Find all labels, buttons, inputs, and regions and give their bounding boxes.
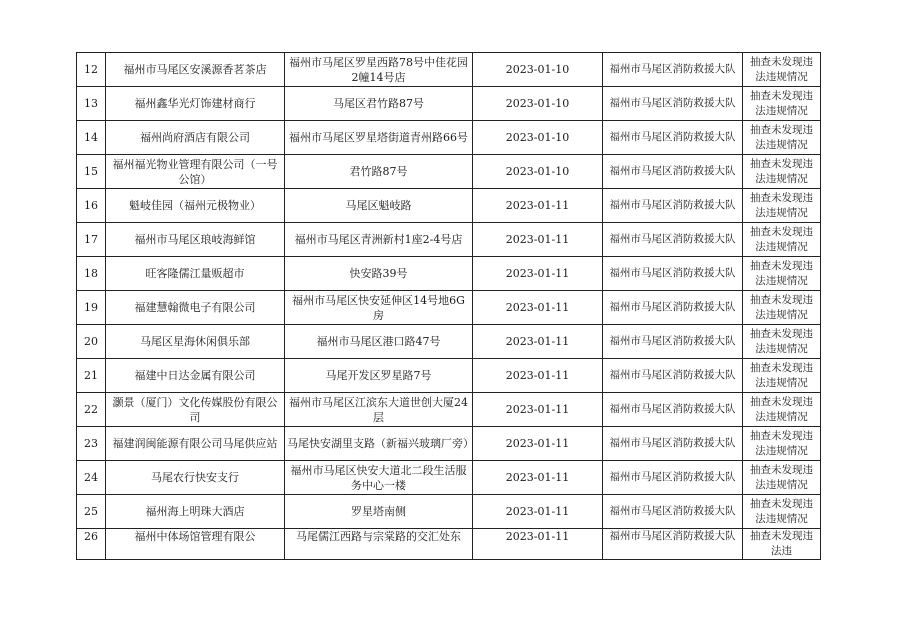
inspection-organization: 福州市马尾区消防救援大队 — [603, 427, 743, 461]
inspection-organization: 福州市马尾区消防救援大队 — [603, 257, 743, 291]
unit-address: 福州市马尾区青洲新村1座2-4号店 — [285, 223, 473, 257]
unit-name: 福建慧翰微电子有限公司 — [106, 291, 285, 325]
inspection-organization: 福州市马尾区消防救援大队 — [603, 121, 743, 155]
row-number: 19 — [77, 291, 106, 325]
inspection-date: 2023-01-11 — [473, 529, 603, 560]
inspection-date: 2023-01-11 — [473, 291, 603, 325]
inspection-result: 抽查未发现违法违规情况 — [743, 223, 821, 257]
unit-name: 福州尚府酒店有限公司 — [106, 121, 285, 155]
table-row — [77, 291, 821, 325]
inspection-date: 2023-01-11 — [473, 189, 603, 223]
inspection-result: 抽查未发现违法违规情况 — [743, 427, 821, 461]
unit-name: 马尾农行快安支行 — [106, 461, 285, 495]
inspection-organization: 福州市马尾区消防救援大队 — [603, 359, 743, 393]
inspection-date: 2023-01-10 — [473, 155, 603, 189]
unit-name: 马尾区星海休闲俱乐部 — [106, 325, 285, 359]
row-number: 17 — [77, 223, 106, 257]
table-row — [77, 427, 821, 461]
inspection-date: 2023-01-10 — [473, 121, 603, 155]
table-row — [77, 155, 821, 189]
inspection-result: 抽查未发现违法违规情况 — [743, 87, 821, 121]
inspection-date: 2023-01-11 — [473, 393, 603, 427]
inspection-organization: 福州市马尾区消防救援大队 — [603, 529, 743, 560]
inspection-date: 2023-01-11 — [473, 359, 603, 393]
unit-address: 福州市马尾区江滨东大道世创大厦24层 — [285, 393, 473, 427]
unit-address: 快安路39号 — [285, 257, 473, 291]
table-row — [77, 53, 821, 87]
table-row — [77, 495, 821, 529]
row-number: 18 — [77, 257, 106, 291]
unit-address: 君竹路87号 — [285, 155, 473, 189]
unit-name: 福建润闽能源有限公司马尾供应站 — [106, 427, 285, 461]
unit-name: 福州鑫华光灯饰建材商行 — [106, 87, 285, 121]
row-number: 23 — [77, 427, 106, 461]
inspection-organization: 福州市马尾区消防救援大队 — [603, 461, 743, 495]
inspection-result: 抽查未发现违法违规情况 — [743, 359, 821, 393]
unit-address: 福州市马尾区快安大道北二段生活服务中心一楼 — [285, 461, 473, 495]
table-row — [77, 121, 821, 155]
unit-address: 罗星塔南侧 — [285, 495, 473, 529]
unit-name: 灏景（厦门）文化传媒股份有限公司 — [106, 393, 285, 427]
row-number: 20 — [77, 325, 106, 359]
inspection-organization: 福州市马尾区消防救援大队 — [603, 393, 743, 427]
unit-address: 马尾快安湖里支路（新福兴玻璃厂旁） — [285, 427, 473, 461]
inspection-organization: 福州市马尾区消防救援大队 — [603, 495, 743, 529]
inspection-result: 抽查未发现违法违规情况 — [743, 325, 821, 359]
inspection-result: 抽查未发现违法违规情况 — [743, 53, 821, 87]
unit-address: 马尾开发区罗星路7号 — [285, 359, 473, 393]
table-row — [77, 529, 821, 560]
inspection-date: 2023-01-11 — [473, 325, 603, 359]
inspection-organization: 福州市马尾区消防救援大队 — [603, 155, 743, 189]
unit-name: 福州市马尾区琅岐海鲜馆 — [106, 223, 285, 257]
inspection-date: 2023-01-11 — [473, 257, 603, 291]
table-row — [77, 393, 821, 427]
table-row — [77, 257, 821, 291]
table-row — [77, 189, 821, 223]
table-row — [77, 359, 821, 393]
row-number: 16 — [77, 189, 106, 223]
unit-address: 福州市马尾区罗星塔街道青州路66号 — [285, 121, 473, 155]
unit-name: 旺客隆儒江量贩超市 — [106, 257, 285, 291]
unit-address: 福州市马尾区港口路47号 — [285, 325, 473, 359]
row-number: 21 — [77, 359, 106, 393]
unit-address: 福州市马尾区快安延伸区14号地6G房 — [285, 291, 473, 325]
row-number: 22 — [77, 393, 106, 427]
inspection-result: 抽查未发现违法违规情况 — [743, 189, 821, 223]
row-number: 14 — [77, 121, 106, 155]
unit-address: 马尾儒江西路与宗棠路的交汇处东 — [285, 529, 473, 560]
unit-name: 福州福光物业管理有限公司（一号公馆） — [106, 155, 285, 189]
inspection-organization: 福州市马尾区消防救援大队 — [603, 223, 743, 257]
inspection-organization: 福州市马尾区消防救援大队 — [603, 325, 743, 359]
row-number: 15 — [77, 155, 106, 189]
inspection-date: 2023-01-11 — [473, 427, 603, 461]
row-number: 25 — [77, 495, 106, 529]
row-number: 24 — [77, 461, 106, 495]
inspection-result: 抽查未发现违法违规情况 — [743, 257, 821, 291]
inspection-result: 抽查未发现违法违规情况 — [743, 121, 821, 155]
inspection-result: 抽查未发现违法违规情况 — [743, 393, 821, 427]
inspection-organization: 福州市马尾区消防救援大队 — [603, 53, 743, 87]
inspection-organization: 福州市马尾区消防救援大队 — [603, 291, 743, 325]
unit-name: 福州市马尾区安溪源香茗茶店 — [106, 53, 285, 87]
inspection-date: 2023-01-11 — [473, 495, 603, 529]
inspection-result: 抽查未发现违法违规情况 — [743, 461, 821, 495]
inspection-result: 抽查未发现违法违规情况 — [743, 291, 821, 325]
document-page — [76, 52, 820, 557]
unit-address: 福州市马尾区罗星西路78号中佳花园2幢14号店 — [285, 53, 473, 87]
table-row — [77, 461, 821, 495]
table-row — [77, 87, 821, 121]
inspection-result: 抽查未发现违法违 — [743, 529, 821, 560]
unit-name: 魁岐佳园（福州元极物业） — [106, 189, 285, 223]
unit-name: 福建中日达金属有限公司 — [106, 359, 285, 393]
inspection-date: 2023-01-11 — [473, 461, 603, 495]
unit-name: 福州海上明珠大酒店 — [106, 495, 285, 529]
inspection-result: 抽查未发现违法违规情况 — [743, 155, 821, 189]
row-number: 12 — [77, 53, 106, 87]
inspection-table — [76, 52, 821, 560]
row-number: 26 — [77, 529, 106, 560]
inspection-date: 2023-01-11 — [473, 223, 603, 257]
row-number: 13 — [77, 87, 106, 121]
table-row — [77, 325, 821, 359]
table-row — [77, 223, 821, 257]
unit-address: 马尾区魁岐路 — [285, 189, 473, 223]
inspection-organization: 福州市马尾区消防救援大队 — [603, 87, 743, 121]
unit-address: 马尾区君竹路87号 — [285, 87, 473, 121]
inspection-date: 2023-01-10 — [473, 53, 603, 87]
inspection-date: 2023-01-10 — [473, 87, 603, 121]
unit-name: 福州中体场馆管理有限公 — [106, 529, 285, 560]
inspection-result: 抽查未发现违法违规情况 — [743, 495, 821, 529]
inspection-organization: 福州市马尾区消防救援大队 — [603, 189, 743, 223]
